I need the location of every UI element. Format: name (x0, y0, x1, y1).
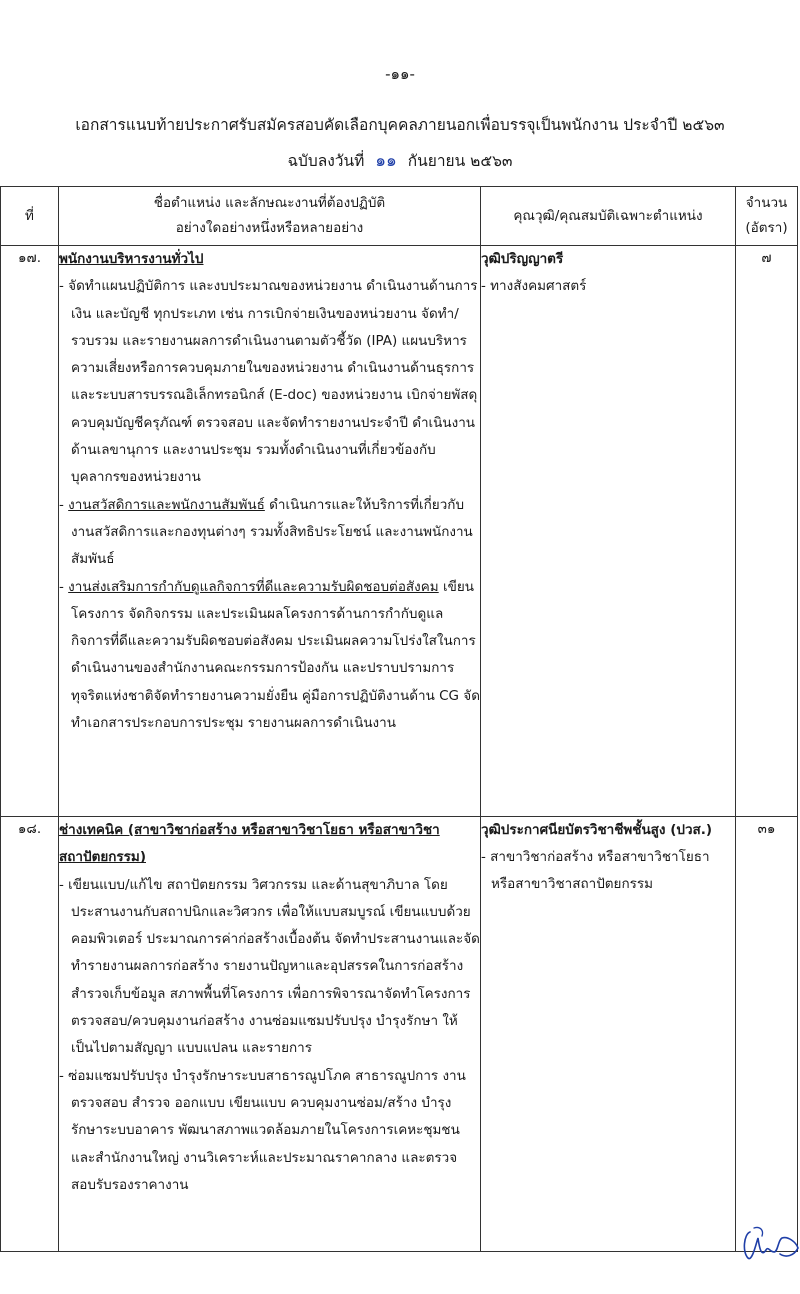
date-prefix: ฉบับลงวันที่ (287, 152, 365, 170)
qualification-cell (481, 817, 736, 1252)
position-count: ๓๑ (736, 817, 798, 1252)
table-row (1, 246, 798, 817)
position-cell (59, 817, 481, 1252)
table-header-row (1, 187, 798, 246)
duty-heading: งานส่งเสริมการกำกับดูแลกิจการที่ดีและความรับผิดชอบต่อสังคม (68, 578, 439, 595)
duty-text: เขียนโครงการ จัดกิจกรรม และประเมินผลโครงการด้านการกำกับดูแลกิจการที่ดีและความรับผิดชอบต่อสังคม ประเมินผลความโปร่งใสในการดำเนินงานของสำนักงานคณะกรรมการป้องกัน และปราบปรามการทุจริตแห่งชาติจัดทำรายงานความยั่งยืน คู่มือการปฏิบัติงานด้าน CG จัดทำเอกสารประกอบการประชุม รายงานผลการดำเนินงาน (71, 578, 480, 732)
document-date (0, 147, 800, 174)
duty-item (59, 872, 480, 1063)
duty-text: ดำเนินการและให้บริการที่เกี่ยวกับงานสวัสดิการและกองทุนต่างๆ รวมทั้งสิทธิประโยชน์ และงานพนักงานสัมพันธ์ (71, 496, 473, 568)
qualification-title: วุฒิปริญญาตรี (481, 251, 564, 267)
qualification-cell (481, 246, 736, 817)
qualification-title: วุฒิประกาศนียบัตรวิชาชีพชั้นสูง (ปวส.) (481, 822, 713, 838)
header-no: ที่ (1, 187, 59, 246)
position-title: ช่างเทคนิค (สาขาวิชาก่อสร้าง หรือสาขาวิชาโยธา หรือสาขาวิชาสถาปัตยกรรม) (59, 822, 440, 866)
duty-item: - งานสวัสดิการและพนักงานสัมพันธ์ ดำเนินการและให้บริการที่เกี่ยวกับงานสวัสดิการและกองทุนต่างๆ รวมทั้งสิทธิประโยชน์ และงานพนักงานสัมพันธ์ (59, 496, 473, 568)
date-rest: กันยายน ๒๕๖๓ (407, 152, 513, 170)
table-row (1, 817, 798, 1252)
date-day: ๑๑ (375, 151, 397, 171)
row-number: ๑๘. (1, 817, 59, 1252)
positions-table (0, 186, 798, 1252)
row-number: ๑๗. (1, 246, 59, 817)
position-title: พนักงานบริหารงานทั่วไป (59, 251, 204, 267)
header-count-line1: จำนวน (745, 195, 788, 211)
signature-icon (736, 1222, 800, 1268)
duty-text: - จัดทำแผนปฏิบัติการ และงบประมาณของหน่วยงาน ดำเนินงานด้านการเงิน และบัญชี ทุกประเภท เช่น การเบิกจ่ายเงินของหน่วยงาน จัดทำ/รวบรวม และรายงานผลการดำเนินงานตามตัวชี้วัด (IPA) แผนบริหารความเสี่ยงหรือการควบคุมภายในของหน่วยงาน ดำเนินงานด้านธุรการ และระบบสารบรรณอิเล็กทรอนิกส์ (E-doc) ของหน่วยงาน เบิกจ่ายพัสดุ ควบคุมบัญชีครุภัณฑ์ ตรวจสอบ และจัดทำรายงานประจำปี ดำเนินงานด้านเลขานุการ และงานประชุม รวมทั้งดำเนินงานที่เกี่ยวข้องกับบุคลากรของหน่วยงาน (59, 278, 478, 486)
position-count: ๗ (736, 246, 798, 817)
document-title: เอกสารแนบท้ายประกาศรับสมัครสอบคัดเลือกบุคคลภายนอกเพื่อบรรจุเป็นพนักงาน ประจำปี ๒๕๖๓ (75, 116, 725, 134)
header-position-line2: อย่างใดอย่างหนึ่งหรือหลายอย่าง (175, 220, 364, 236)
position-cell (59, 246, 481, 817)
duty-item (59, 1063, 480, 1199)
duty-item (59, 273, 480, 491)
duty-heading: งานสวัสดิการและพนักงานสัมพันธ์ (68, 496, 265, 513)
duty-text: - เขียนแบบ/แก้ไข สถาปัตยกรรม วิศวกรรม และด้านสุขาภิบาล โดยประสานงานกับสถาปนิกและวิศวกร เพื่อให้แบบสมบูรณ์ เขียนแบบด้วยคอมพิวเตอร์ ประมาณการค่าก่อสร้างเบื้องต้น จัดทำประสานงานและจัดทำรายงานผลการก่อสร้าง รายงานปัญหาและอุปสรรคในการก่อสร้าง สำรวจเก็บข้อมูล สภาพพื้นที่โครงการ เพื่อการพิจารณาจัดทำโครงการ ตรวจสอบ/ควบคุมงานก่อสร้าง งานซ่อมแซมปรับปรุง บำรุงรักษา ให้เป็นไปตามสัญญา แบบแปลน และรายการ (59, 876, 480, 1057)
page-number: -๑๑- (385, 65, 415, 83)
qualification-detail: - สาขาวิชาก่อสร้าง หรือสาขาวิชาโยธา หรือสาขาวิชาสถาปัตยกรรม (481, 849, 710, 892)
qualification-detail: - ทางสังคมศาสตร์ (481, 278, 587, 294)
duty-text: - ซ่อมแซมปรับปรุง บำรุงรักษาระบบสาธารณูปโภค สาธารณูปการ งานตรวจสอบ สำรวจ ออกแบบ เขียนแบบ ควบคุมงานซ่อม/สร้าง บำรุงรักษาระบบอาคาร พัฒนาสภาพแวดล้อมภายในโครงการเคหะชุมชน และสำนักงานใหญ่ งานวิเคราะห์และประมาณราคากลาง และตรวจสอบรับรองราคางาน (59, 1067, 466, 1193)
header-count (736, 187, 798, 246)
header-count-line2: (อัตรา) (745, 220, 788, 236)
header-position (59, 187, 481, 246)
duty-item: - งานส่งเสริมการกำกับดูแลกิจการที่ดีและความรับผิดชอบต่อสังคม เขียนโครงการ จัดกิจกรรม และประเมินผลโครงการด้านการกำกับดูแลกิจการที่ดีและความรับผิดชอบต่อสังคม ประเมินผลความโปร่งใสในการดำเนินงานของสำนักงานคณะกรรมการป้องกัน และปราบปรามการทุจริตแห่งชาติจัดทำรายงานความยั่งยืน คู่มือการปฏิบัติงานด้าน CG จัดทำเอกสารประกอบการประชุม รายงานผลการดำเนินงาน (59, 578, 480, 732)
header-position-line1: ชื่อตำแหน่ง และลักษณะงานที่ต้องปฏิบัติ (153, 195, 386, 211)
header-qualification: คุณวุฒิ/คุณสมบัติเฉพาะตำแหน่ง (481, 187, 736, 246)
